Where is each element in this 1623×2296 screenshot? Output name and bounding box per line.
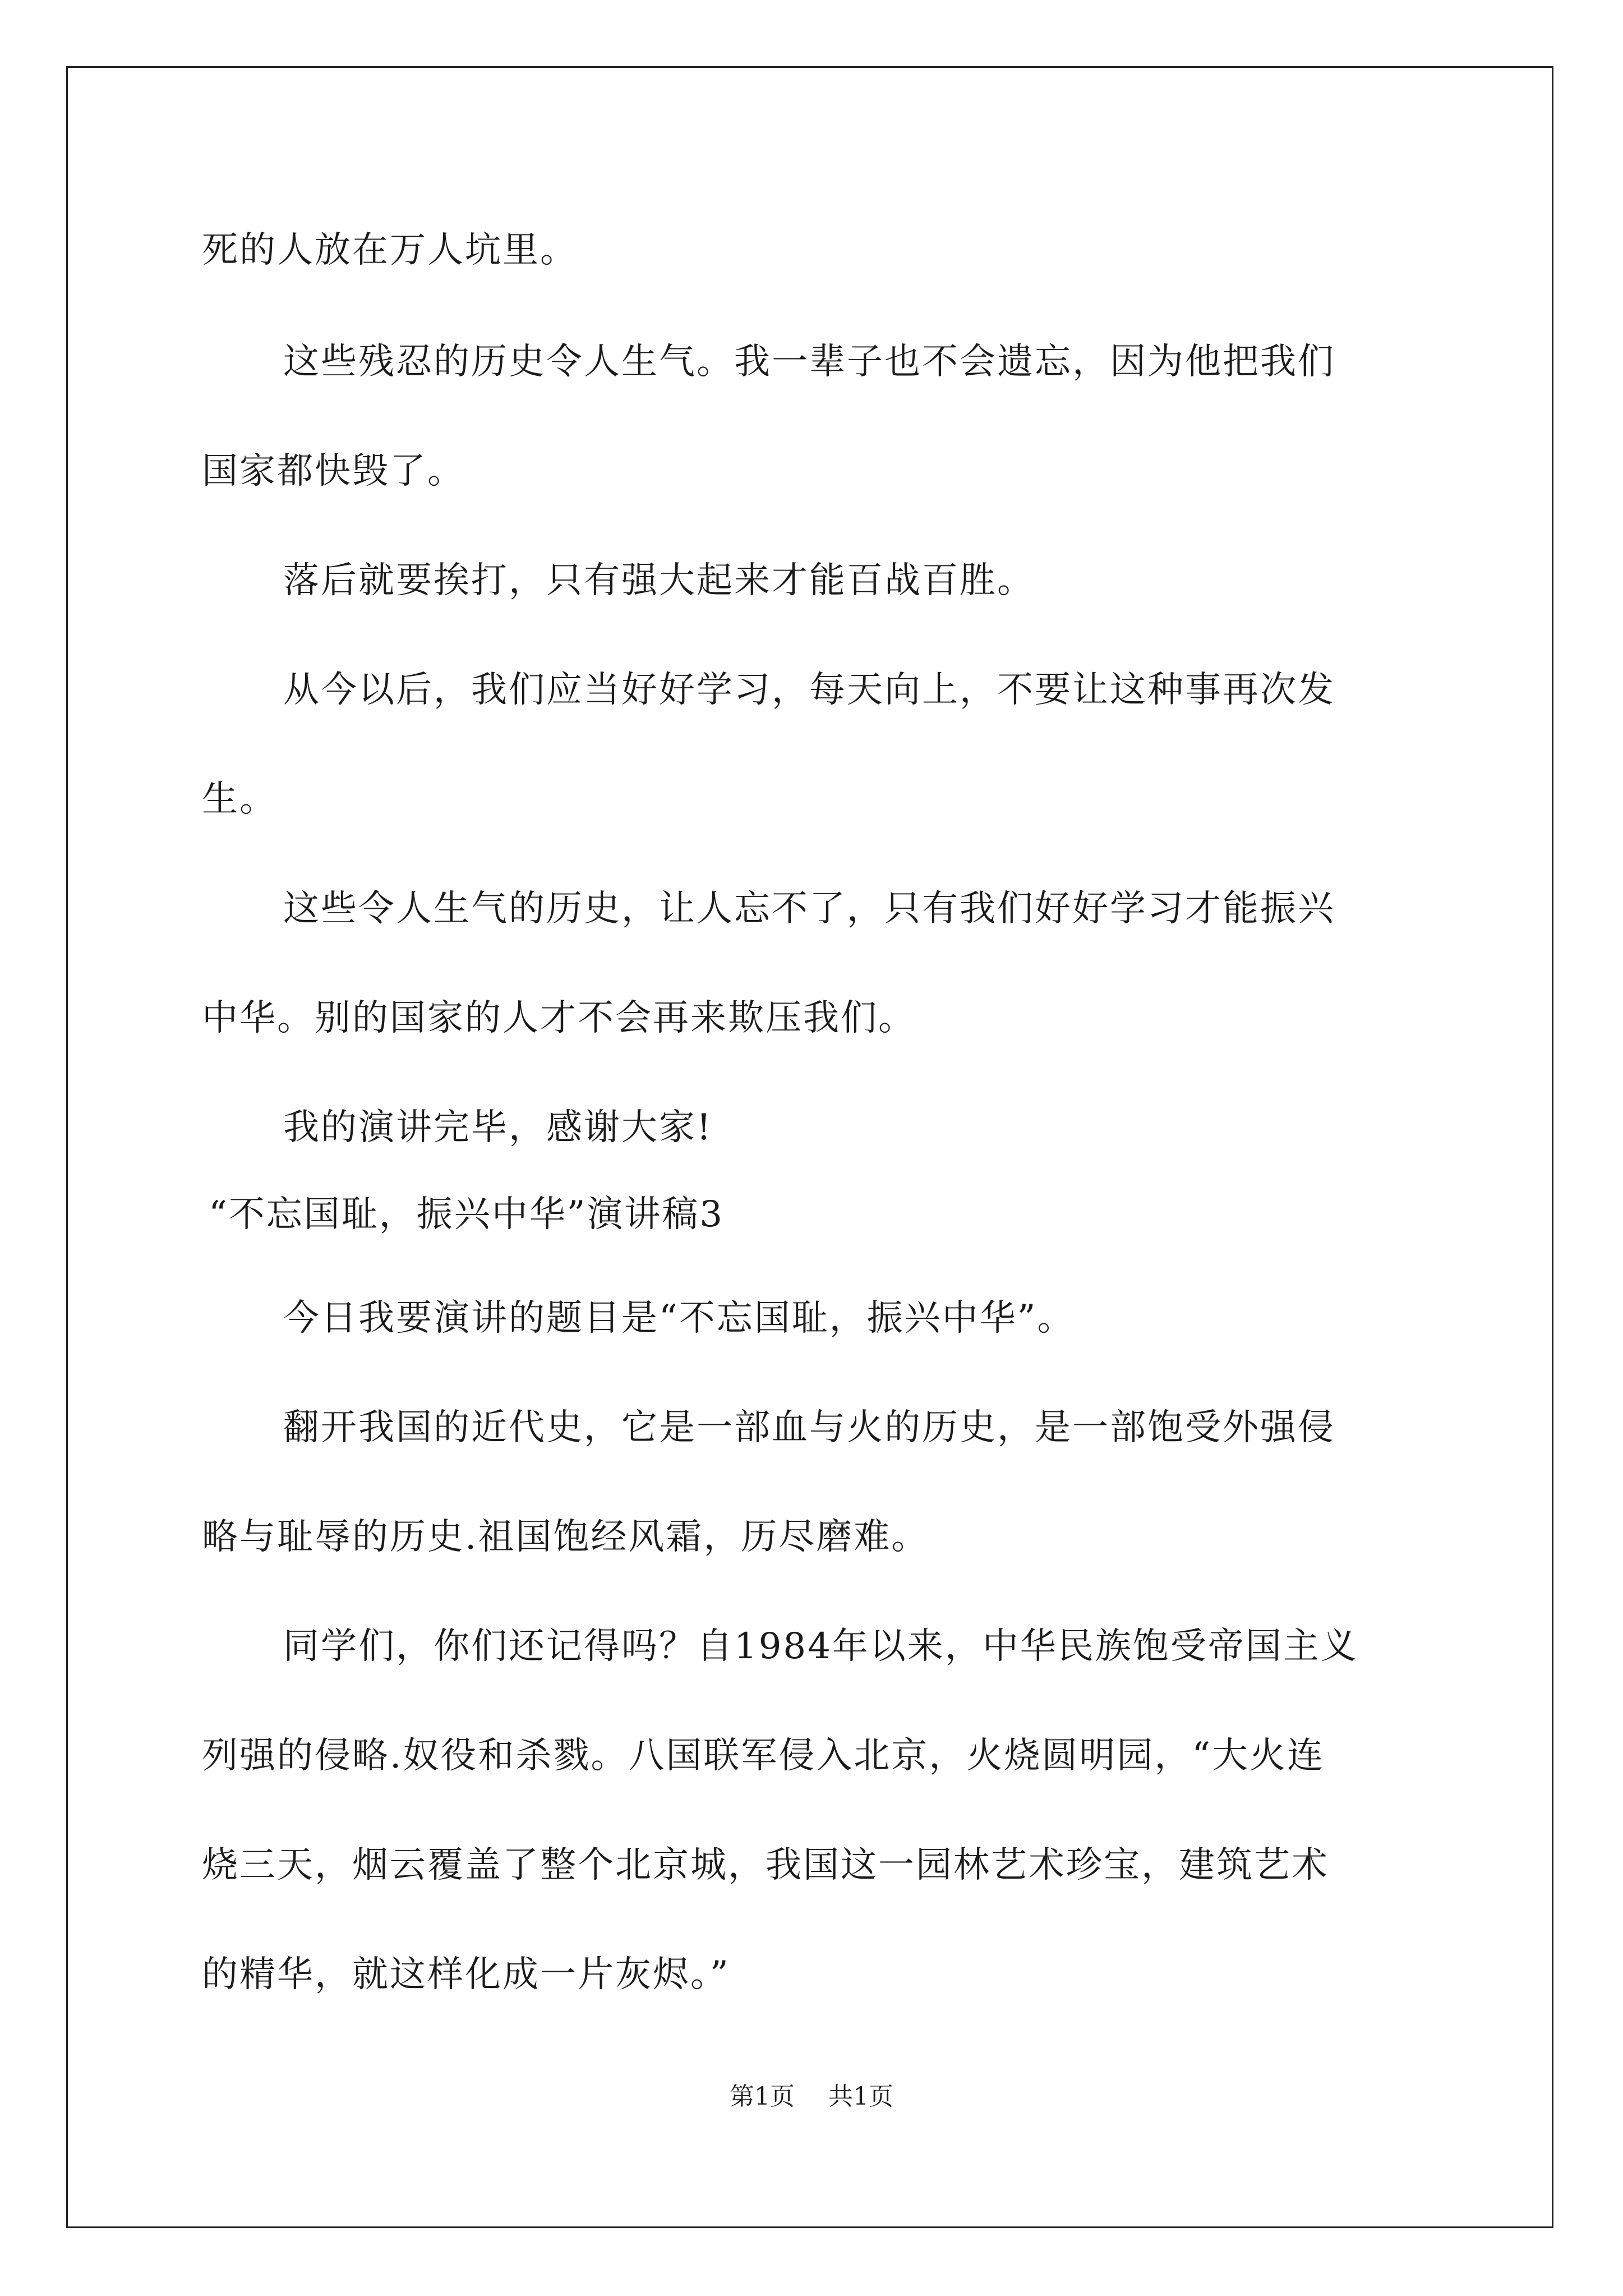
text-line-13: 略与耻辱的历史.祖国饱经风霜，历尽磨难。 bbox=[202, 1516, 929, 1558]
text-line-4: 落后就要挨打，只有强大起来才能百战百胜。 bbox=[283, 560, 1035, 601]
text-line-16: 烧三天，烟云覆盖了整个北京城，我国这一园林艺术珍宝，建筑艺术 bbox=[202, 1844, 1329, 1886]
text-line-2: 这些残忍的历史令人生气。我一辈子也不会遗忘，因为他把我们 bbox=[283, 341, 1335, 383]
text-line-1: 死的人放在万人坑里。 bbox=[202, 229, 578, 271]
text-line-14: 同学们，你们还记得吗？自1984年以来，中华民族饱受帝国主义 bbox=[283, 1626, 1358, 1667]
text-line-9: 我的演讲完毕，感谢大家! bbox=[283, 1107, 713, 1148]
page-footer bbox=[0, 2081, 1623, 2113]
text-line-3: 国家都快毁了。 bbox=[202, 450, 465, 492]
section-heading: “不忘国耻，振兴中华”演讲稿3 bbox=[209, 1194, 725, 1235]
text-line-6: 生。 bbox=[202, 779, 277, 820]
text-line-11: 今日我要演讲的题目是“不忘国耻，振兴中华”。 bbox=[283, 1297, 1075, 1339]
text-line-15: 列强的侵略.奴役和杀戮。八国联军侵入北京，火烧圆明园，“大火连 bbox=[202, 1735, 1325, 1777]
text-line-5: 从今以后，我们应当好好学习，每天向上，不要让这种事再次发 bbox=[283, 669, 1335, 711]
text-line-7: 这些令人生气的历史，让人忘不了，只有我们好好学习才能振兴 bbox=[283, 888, 1335, 930]
text-line-17: 的精华，就这样化成一片灰烬。” bbox=[202, 1954, 730, 1995]
text-line-8: 中华。别的国家的人才不会再来欺压我们。 bbox=[202, 997, 916, 1039]
page-number: 第1页 bbox=[730, 2082, 795, 2111]
text-line-12: 翻开我国的近代史，它是一部血与火的历史，是一部饱受外强侵 bbox=[283, 1407, 1335, 1448]
total-pages: 共1页 bbox=[828, 2082, 893, 2111]
